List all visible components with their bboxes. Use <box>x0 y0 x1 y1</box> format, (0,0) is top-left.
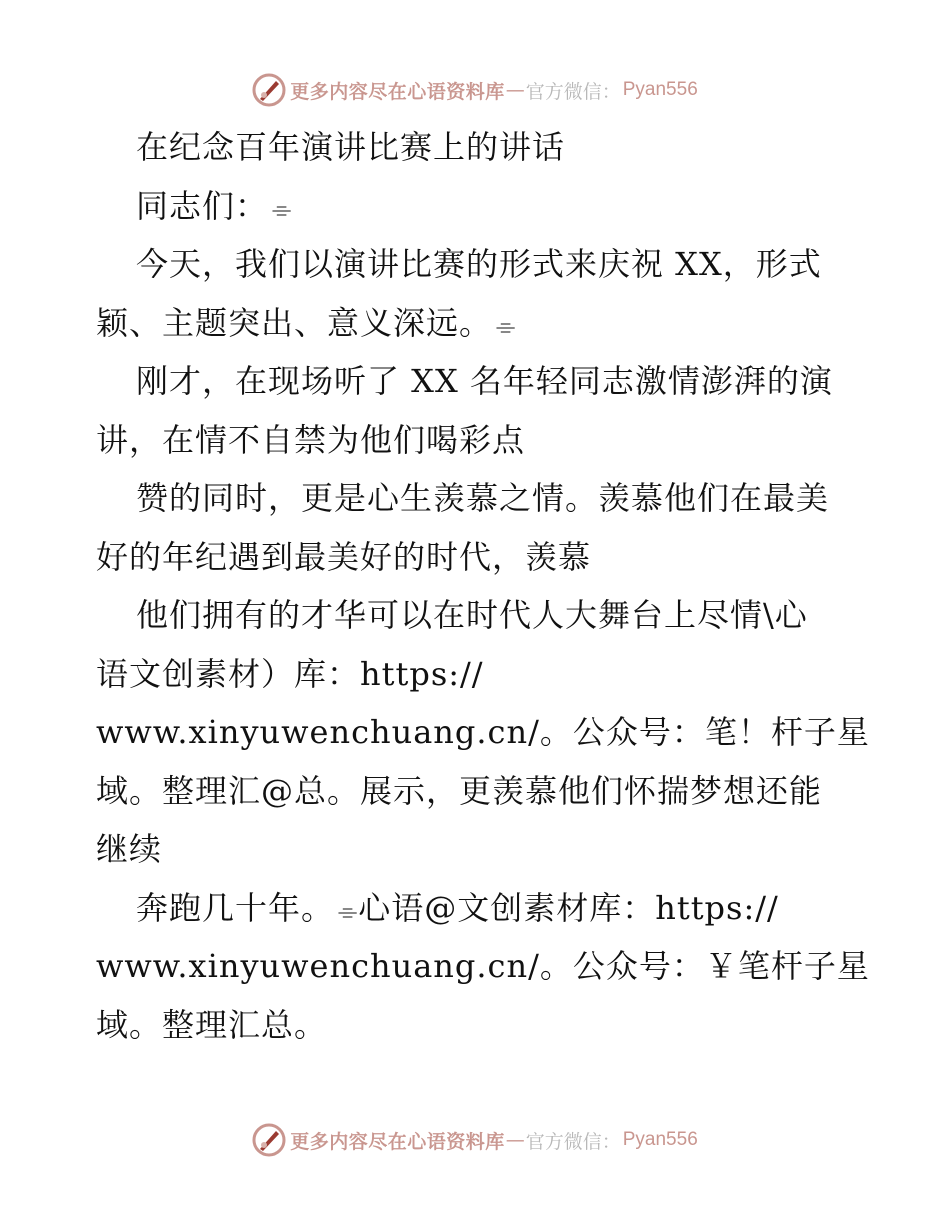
banner-wechat-id: Pyan556 <box>622 1129 698 1150</box>
banner-wechat-label: 官方微信： <box>525 80 621 103</box>
text-line: 赞的同时，更是心生羡慕之情。羡慕他们在最美 <box>136 479 830 517</box>
salutation: 同志们： <box>136 186 269 225</box>
quill-logo-icon <box>252 1123 286 1157</box>
header-banner <box>0 70 950 110</box>
text-line: 域。整理汇@总。展示，更羡慕他们怀揣梦想还能 <box>96 771 823 810</box>
text-span: 颖、主题突出、意义深远。 <box>96 303 493 342</box>
text-line: www.xinyuwenchuang.cn/。公众号：笔！杆子星 <box>96 713 870 751</box>
banner-wechat-id: Pyan556 <box>622 79 698 100</box>
paragraph-mark-icon: ⌯ <box>496 311 517 340</box>
text-line: 继续 <box>96 830 163 868</box>
text-line <box>96 879 876 938</box>
text-line: www.xinyuwenchuang.cn/。公众号：￥笔杆子星 <box>96 947 870 985</box>
quill-logo-icon <box>252 73 286 107</box>
text-line <box>96 177 876 236</box>
text-span: 心语@文创素材库：https:// <box>358 888 779 927</box>
text-line: 语文创素材）库：https:// <box>96 654 484 693</box>
footer-banner <box>0 1120 950 1160</box>
text-line: 今天，我们以演讲比赛的形式来庆祝 XX，形式 <box>136 245 822 283</box>
banner-dash: — <box>505 1129 525 1151</box>
document-title: 在纪念百年演讲比赛上的讲话 <box>136 128 566 166</box>
text-line: 刚才，在现场听了 XX 名年轻同志激情澎湃的演 <box>136 362 833 400</box>
text-line <box>96 294 876 353</box>
banner-dash: — <box>505 79 525 101</box>
paragraph-mark-icon: ⌯ <box>338 896 359 925</box>
document-body <box>96 118 876 1054</box>
paragraph-mark-icon: ⌯ <box>272 194 293 223</box>
text-line: 好的年纪遇到最美好的时代，羡慕 <box>96 537 592 576</box>
text-span: 奔跑几十年。 <box>136 888 335 927</box>
banner-wechat-label: 官方微信： <box>525 1130 621 1153</box>
text-line: 他们拥有的才华可以在时代人大舞台上尽情\心 <box>136 596 808 634</box>
banner-title: 更多内容尽在心语资料库 <box>290 1130 505 1153</box>
text-line: 域。整理汇总。 <box>96 1005 328 1044</box>
banner-title: 更多内容尽在心语资料库 <box>290 80 505 103</box>
text-line: 讲，在情不自禁为他们喝彩点 <box>96 420 526 459</box>
